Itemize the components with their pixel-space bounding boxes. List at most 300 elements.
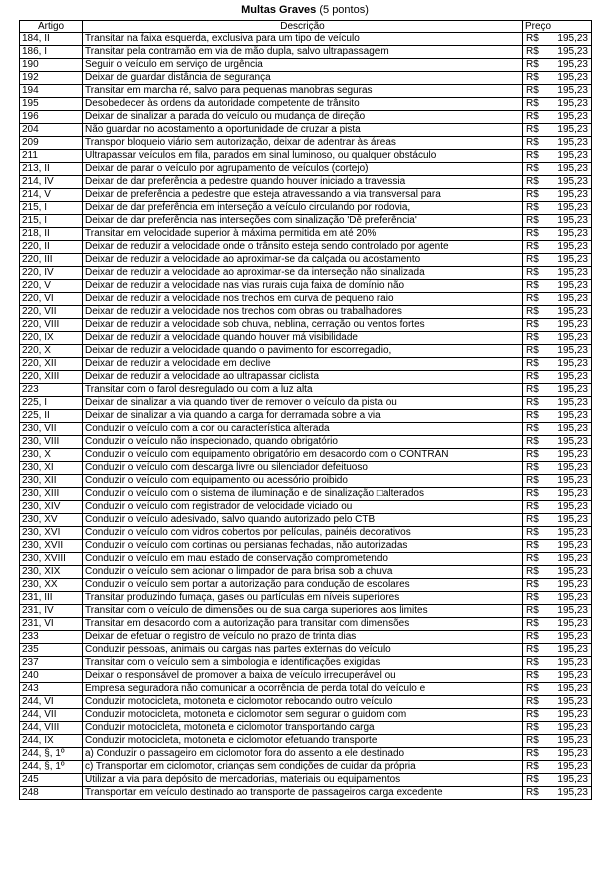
cell-descricao: Deixar de reduzir a velocidade nos trechos em curva de pequeno raio [83,293,523,306]
cell-preco [523,46,592,59]
cell-artigo: 231, IV [20,605,83,618]
cell-preco [523,670,592,683]
cell-artigo: 235 [20,644,83,657]
cell-descricao: Deixar de reduzir a velocidade quando houver má visibilidade [83,332,523,345]
price-value: 195,23 [557,657,588,668]
cell-descricao: Deixar de reduzir a velocidade nas vias rurais cuja faixa de domínio não [83,280,523,293]
cell-preco [523,254,592,267]
cell-preco [523,332,592,345]
cell-artigo: 194 [20,85,83,98]
table-row [20,761,592,774]
cell-descricao: Transitar com o farol desregulado ou com a luz alta [83,384,523,397]
table-row [20,553,592,566]
price-value: 195,23 [557,137,588,148]
table-row [20,241,592,254]
price-value: 195,23 [557,241,588,252]
cell-descricao: Deixar de reduzir a velocidade ao aproximar-se da interseção não sinalizada [83,267,523,280]
cell-artigo: 215, I [20,215,83,228]
cell-descricao: Conduzir o veículo sem portar a autorização para condução de escolares [83,579,523,592]
cell-preco [523,137,592,150]
price-value: 195,23 [557,462,588,473]
cell-preco [523,657,592,670]
cell-descricao: Conduzir motocicleta, motoneta e ciclomotor transportando carga [83,722,523,735]
cell-preco [523,241,592,254]
cell-artigo: 244, VI [20,696,83,709]
price-currency: R$ [526,124,539,135]
price-value: 195,23 [557,384,588,395]
cell-preco [523,722,592,735]
cell-descricao: Transitar com o veículo sem a simbologia e identificações exigidas [83,657,523,670]
cell-descricao: Conduzir o veículo não inspecionado, quando obrigatório [83,436,523,449]
price-currency: R$ [526,527,539,538]
price-value: 195,23 [557,631,588,642]
price-currency: R$ [526,33,539,44]
price-currency: R$ [526,410,539,421]
cell-descricao: Deixar de guardar distância de segurança [83,72,523,85]
table-row [20,189,592,202]
cell-descricao: Ultrapassar veículos em fila, parados em sinal luminoso, ou qualquer obstáculo [83,150,523,163]
cell-preco [523,306,592,319]
cell-preco [523,618,592,631]
price-currency: R$ [526,774,539,785]
price-currency: R$ [526,46,539,57]
price-value: 195,23 [557,423,588,434]
price-value: 195,23 [557,722,588,733]
cell-preco [523,98,592,111]
price-currency: R$ [526,501,539,512]
column-header-artigo: Artigo [20,21,83,33]
table-row [20,579,592,592]
cell-descricao: Conduzir o veículo com o sistema de iluminação e de sinalização □alterados [83,488,523,501]
price-currency: R$ [526,397,539,408]
cell-artigo: 230, XV [20,514,83,527]
price-currency: R$ [526,150,539,161]
cell-artigo: 220, IX [20,332,83,345]
cell-artigo: 211 [20,150,83,163]
price-currency: R$ [526,553,539,564]
table-row [20,475,592,488]
cell-descricao: Conduzir o veículo com a cor ou característica alterada [83,423,523,436]
page-title [0,3,610,17]
price-value: 195,23 [557,254,588,265]
price-currency: R$ [526,293,539,304]
cell-artigo: 220, V [20,280,83,293]
cell-preco [523,527,592,540]
cell-descricao: Conduzir motocicleta, motoneta e ciclomotor sem segurar o guidom com [83,709,523,722]
cell-descricao: Deixar de reduzir a velocidade onde o trânsito esteja sendo controlado por agente [83,241,523,254]
cell-artigo: 237 [20,657,83,670]
cell-artigo: 225, II [20,410,83,423]
cell-preco [523,787,592,800]
price-value: 195,23 [557,566,588,577]
cell-artigo: 231, VI [20,618,83,631]
cell-descricao: Transitar em velocidade superior à máxima permitida em até 20% [83,228,523,241]
table-row [20,631,592,644]
price-value: 195,23 [557,605,588,616]
price-value: 195,23 [557,163,588,174]
table-row [20,319,592,332]
cell-artigo: 220, X [20,345,83,358]
cell-preco [523,163,592,176]
price-value: 195,23 [557,488,588,499]
table-row [20,410,592,423]
price-currency: R$ [526,592,539,603]
cell-preco [523,228,592,241]
cell-descricao: Transitar produzindo fumaça, gases ou partículas em níveis superiores [83,592,523,605]
price-currency: R$ [526,514,539,525]
price-currency: R$ [526,449,539,460]
cell-artigo: 245 [20,774,83,787]
cell-artigo: 230, VII [20,423,83,436]
cell-preco [523,540,592,553]
price-value: 195,23 [557,683,588,694]
cell-preco [523,72,592,85]
cell-artigo: 230, VIII [20,436,83,449]
cell-artigo: 230, XIII [20,488,83,501]
price-currency: R$ [526,358,539,369]
table-row [20,59,592,72]
table-row [20,709,592,722]
price-currency: R$ [526,488,539,499]
price-value: 195,23 [557,670,588,681]
cell-descricao: Conduzir o veículo com equipamento ou acessório proibido [83,475,523,488]
table-row [20,397,592,410]
cell-artigo: 214, V [20,189,83,202]
price-value: 195,23 [557,475,588,486]
cell-artigo: 190 [20,59,83,72]
price-currency: R$ [526,761,539,772]
cell-descricao: Deixar de reduzir a velocidade quando o pavimento for escorregadio, [83,345,523,358]
cell-artigo: 192 [20,72,83,85]
cell-preco [523,124,592,137]
table-row [20,306,592,319]
cell-artigo: 220, III [20,254,83,267]
price-currency: R$ [526,787,539,798]
cell-artigo: 223 [20,384,83,397]
cell-artigo: 196 [20,111,83,124]
price-value: 195,23 [557,111,588,122]
cell-descricao: Conduzir o veículo em mau estado de conservação comprometendo [83,553,523,566]
price-currency: R$ [526,423,539,434]
title-subtitle: (5 pontos) [316,4,369,16]
cell-preco [523,410,592,423]
price-currency: R$ [526,111,539,122]
cell-descricao: Conduzir o veículo sem acionar o limpador de para brisa sob a chuva [83,566,523,579]
cell-preco [523,59,592,72]
table-row [20,33,592,46]
cell-artigo: 209 [20,137,83,150]
table-row [20,293,592,306]
price-value: 195,23 [557,436,588,447]
table-row [20,215,592,228]
price-currency: R$ [526,384,539,395]
cell-descricao: Transportar em veículo destinado ao transporte de passageiros carga excedente [83,787,523,800]
table-row [20,722,592,735]
cell-artigo: 214, IV [20,176,83,189]
price-value: 195,23 [557,735,588,746]
cell-preco [523,33,592,46]
cell-artigo: 230, XI [20,462,83,475]
cell-descricao: Conduzir o veículo com equipamento obrigatório em desacordo com o CONTRAN [83,449,523,462]
price-currency: R$ [526,436,539,447]
price-value: 195,23 [557,514,588,525]
price-value: 195,23 [557,397,588,408]
cell-artigo: 195 [20,98,83,111]
table-row [20,592,592,605]
price-value: 195,23 [557,202,588,213]
cell-descricao: Deixar de parar o veículo por agrupamento de veículos (cortejo) [83,163,523,176]
price-currency: R$ [526,748,539,759]
cell-descricao: Empresa seguradora não comunicar a ocorrência de perda total do veículo e [83,683,523,696]
price-value: 195,23 [557,98,588,109]
cell-preco [523,384,592,397]
price-value: 195,23 [557,189,588,200]
price-value: 195,23 [557,410,588,421]
table-row [20,163,592,176]
price-currency: R$ [526,462,539,473]
price-value: 195,23 [557,319,588,330]
cell-preco [523,150,592,163]
cell-artigo: 186, I [20,46,83,59]
price-currency: R$ [526,696,539,707]
price-currency: R$ [526,85,539,96]
cell-artigo: 220, VIII [20,319,83,332]
price-currency: R$ [526,137,539,148]
cell-preco [523,85,592,98]
cell-preco [523,709,592,722]
cell-preco [523,189,592,202]
cell-descricao: Transitar em desacordo com a autorização para transitar com dimensões [83,618,523,631]
cell-preco [523,436,592,449]
price-currency: R$ [526,475,539,486]
cell-preco [523,748,592,761]
table-row [20,774,592,787]
table-row [20,449,592,462]
cell-descricao: Deixar de sinalizar a via quando a carga for derramada sobre a via [83,410,523,423]
cell-preco [523,345,592,358]
table-row [20,150,592,163]
price-currency: R$ [526,631,539,642]
table-row [20,228,592,241]
cell-descricao: Deixar de efetuar o registro de veículo no prazo de trinta dias [83,631,523,644]
table-row [20,72,592,85]
cell-descricao: Conduzir o veículo adesivado, salvo quando autorizado pelo CTB [83,514,523,527]
price-currency: R$ [526,566,539,577]
table-row [20,683,592,696]
cell-preco [523,280,592,293]
cell-descricao: Deixar de dar preferência nas interseções com sinalização 'Dê preferência' [83,215,523,228]
cell-artigo: 233 [20,631,83,644]
price-currency: R$ [526,241,539,252]
cell-descricao: Transpor bloqueio viário sem autorização, deixar de adentrar às áreas [83,137,523,150]
price-currency: R$ [526,267,539,278]
cell-descricao: Deixar de reduzir a velocidade em declive [83,358,523,371]
table-row [20,605,592,618]
cell-preco [523,774,592,787]
cell-artigo: 230, XVII [20,540,83,553]
price-currency: R$ [526,683,539,694]
table-row [20,345,592,358]
cell-descricao: Conduzir pessoas, animais ou cargas nas partes externas do veículo [83,644,523,657]
table-row [20,202,592,215]
price-currency: R$ [526,319,539,330]
cell-artigo: 248 [20,787,83,800]
table-row [20,371,592,384]
price-value: 195,23 [557,332,588,343]
cell-descricao: Deixar o responsável de promover a baixa de veículo irrecuperável ou [83,670,523,683]
table-row [20,696,592,709]
table-row [20,657,592,670]
cell-descricao: Conduzir o veículo com registrador de velocidade viciado ou [83,501,523,514]
price-currency: R$ [526,59,539,70]
table-row [20,332,592,345]
cell-preco [523,631,592,644]
table-row [20,566,592,579]
cell-artigo: 230, XII [20,475,83,488]
cell-preco [523,566,592,579]
cell-artigo: 220, XIII [20,371,83,384]
table-row [20,46,592,59]
price-value: 195,23 [557,33,588,44]
price-value: 195,23 [557,228,588,239]
price-value: 195,23 [557,267,588,278]
cell-preco [523,579,592,592]
table-row [20,748,592,761]
table-row [20,254,592,267]
cell-artigo: 230, XVIII [20,553,83,566]
price-value: 195,23 [557,150,588,161]
price-currency: R$ [526,371,539,382]
cell-descricao: Seguir o veículo em serviço de urgência [83,59,523,72]
table-row [20,644,592,657]
cell-preco [523,293,592,306]
cell-descricao: Deixar de sinalizar a via quando tiver de remover o veículo da pista ou [83,397,523,410]
cell-artigo: 220, XII [20,358,83,371]
table-row [20,280,592,293]
price-currency: R$ [526,176,539,187]
cell-artigo: 230, X [20,449,83,462]
price-currency: R$ [526,98,539,109]
cell-descricao: Deixar de sinalizar a parada do veículo ou mudança de direção [83,111,523,124]
cell-descricao: Deixar de dar preferência a pedestre quando houver iniciado a travessia [83,176,523,189]
price-currency: R$ [526,254,539,265]
cell-artigo: 220, IV [20,267,83,280]
price-currency: R$ [526,722,539,733]
price-value: 195,23 [557,85,588,96]
cell-descricao: Deixar de reduzir a velocidade ao ultrapassar ciclista [83,371,523,384]
cell-artigo: 220, II [20,241,83,254]
cell-descricao: Utilizar a via para depósito de mercadorias, materiais ou equipamentos [83,774,523,787]
price-value: 195,23 [557,592,588,603]
price-value: 195,23 [557,761,588,772]
cell-descricao: Deixar de reduzir a velocidade ao aproximar-se da calçada ou acostamento [83,254,523,267]
cell-preco [523,215,592,228]
column-header-preco: Preço [523,21,592,33]
cell-preco [523,371,592,384]
table-row [20,436,592,449]
price-currency: R$ [526,72,539,83]
cell-descricao: Conduzir motocicleta, motoneta e ciclomotor efetuando transporte [83,735,523,748]
cell-artigo: 244, IX [20,735,83,748]
cell-artigo: 230, XIV [20,501,83,514]
price-currency: R$ [526,657,539,668]
cell-preco [523,111,592,124]
price-value: 195,23 [557,293,588,304]
cell-preco [523,488,592,501]
cell-preco [523,761,592,774]
table-row [20,501,592,514]
price-currency: R$ [526,306,539,317]
price-value: 195,23 [557,124,588,135]
table-row [20,527,592,540]
cell-descricao: Conduzir o veículo com vidros cobertos por películas, painéis decorativos [83,527,523,540]
table-row [20,618,592,631]
table-row [20,137,592,150]
cell-artigo: 244, VIII [20,722,83,735]
price-value: 195,23 [557,46,588,57]
table-row [20,514,592,527]
table-row [20,124,592,137]
price-value: 195,23 [557,696,588,707]
price-currency: R$ [526,540,539,551]
cell-descricao: Deixar de reduzir a velocidade nos trechos com obras ou trabalhadores [83,306,523,319]
cell-preco [523,267,592,280]
cell-descricao: Desobedecer às ordens da autoridade competente de trânsito [83,98,523,111]
table-row [20,423,592,436]
price-value: 195,23 [557,280,588,291]
table-header-row [20,21,592,33]
price-currency: R$ [526,618,539,629]
cell-artigo: 243 [20,683,83,696]
cell-descricao: Deixar de dar preferência em interseção a veículo circulando por rodovia, [83,202,523,215]
cell-descricao: Transitar com o veículo de dimensões ou de sua carga superiores aos limites [83,605,523,618]
cell-artigo: 230, XIX [20,566,83,579]
fines-table [19,20,592,800]
price-value: 195,23 [557,371,588,382]
cell-preco [523,176,592,189]
cell-artigo: 225, I [20,397,83,410]
price-value: 195,23 [557,579,588,590]
cell-preco [523,397,592,410]
cell-preco [523,462,592,475]
table-row [20,540,592,553]
price-value: 195,23 [557,748,588,759]
price-value: 195,23 [557,644,588,655]
price-value: 195,23 [557,176,588,187]
title-bold: Multas Graves [241,4,317,16]
cell-descricao: a) Conduzir o passageiro em ciclomotor fora do assento a ele destinado [83,748,523,761]
cell-preco [523,514,592,527]
price-currency: R$ [526,579,539,590]
price-value: 195,23 [557,774,588,785]
cell-descricao: Transitar pela contramão em via de mão dupla, salvo ultrapassagem [83,46,523,59]
price-value: 195,23 [557,358,588,369]
price-currency: R$ [526,332,539,343]
cell-preco [523,449,592,462]
price-currency: R$ [526,280,539,291]
cell-descricao: Conduzir o veículo com descarga livre ou silenciador defeituoso [83,462,523,475]
price-value: 195,23 [557,306,588,317]
price-value: 195,23 [557,215,588,226]
price-value: 195,23 [557,72,588,83]
cell-preco [523,592,592,605]
cell-artigo: 220, VI [20,293,83,306]
price-currency: R$ [526,644,539,655]
cell-preco [523,605,592,618]
table-row [20,358,592,371]
price-currency: R$ [526,735,539,746]
cell-artigo: 204 [20,124,83,137]
